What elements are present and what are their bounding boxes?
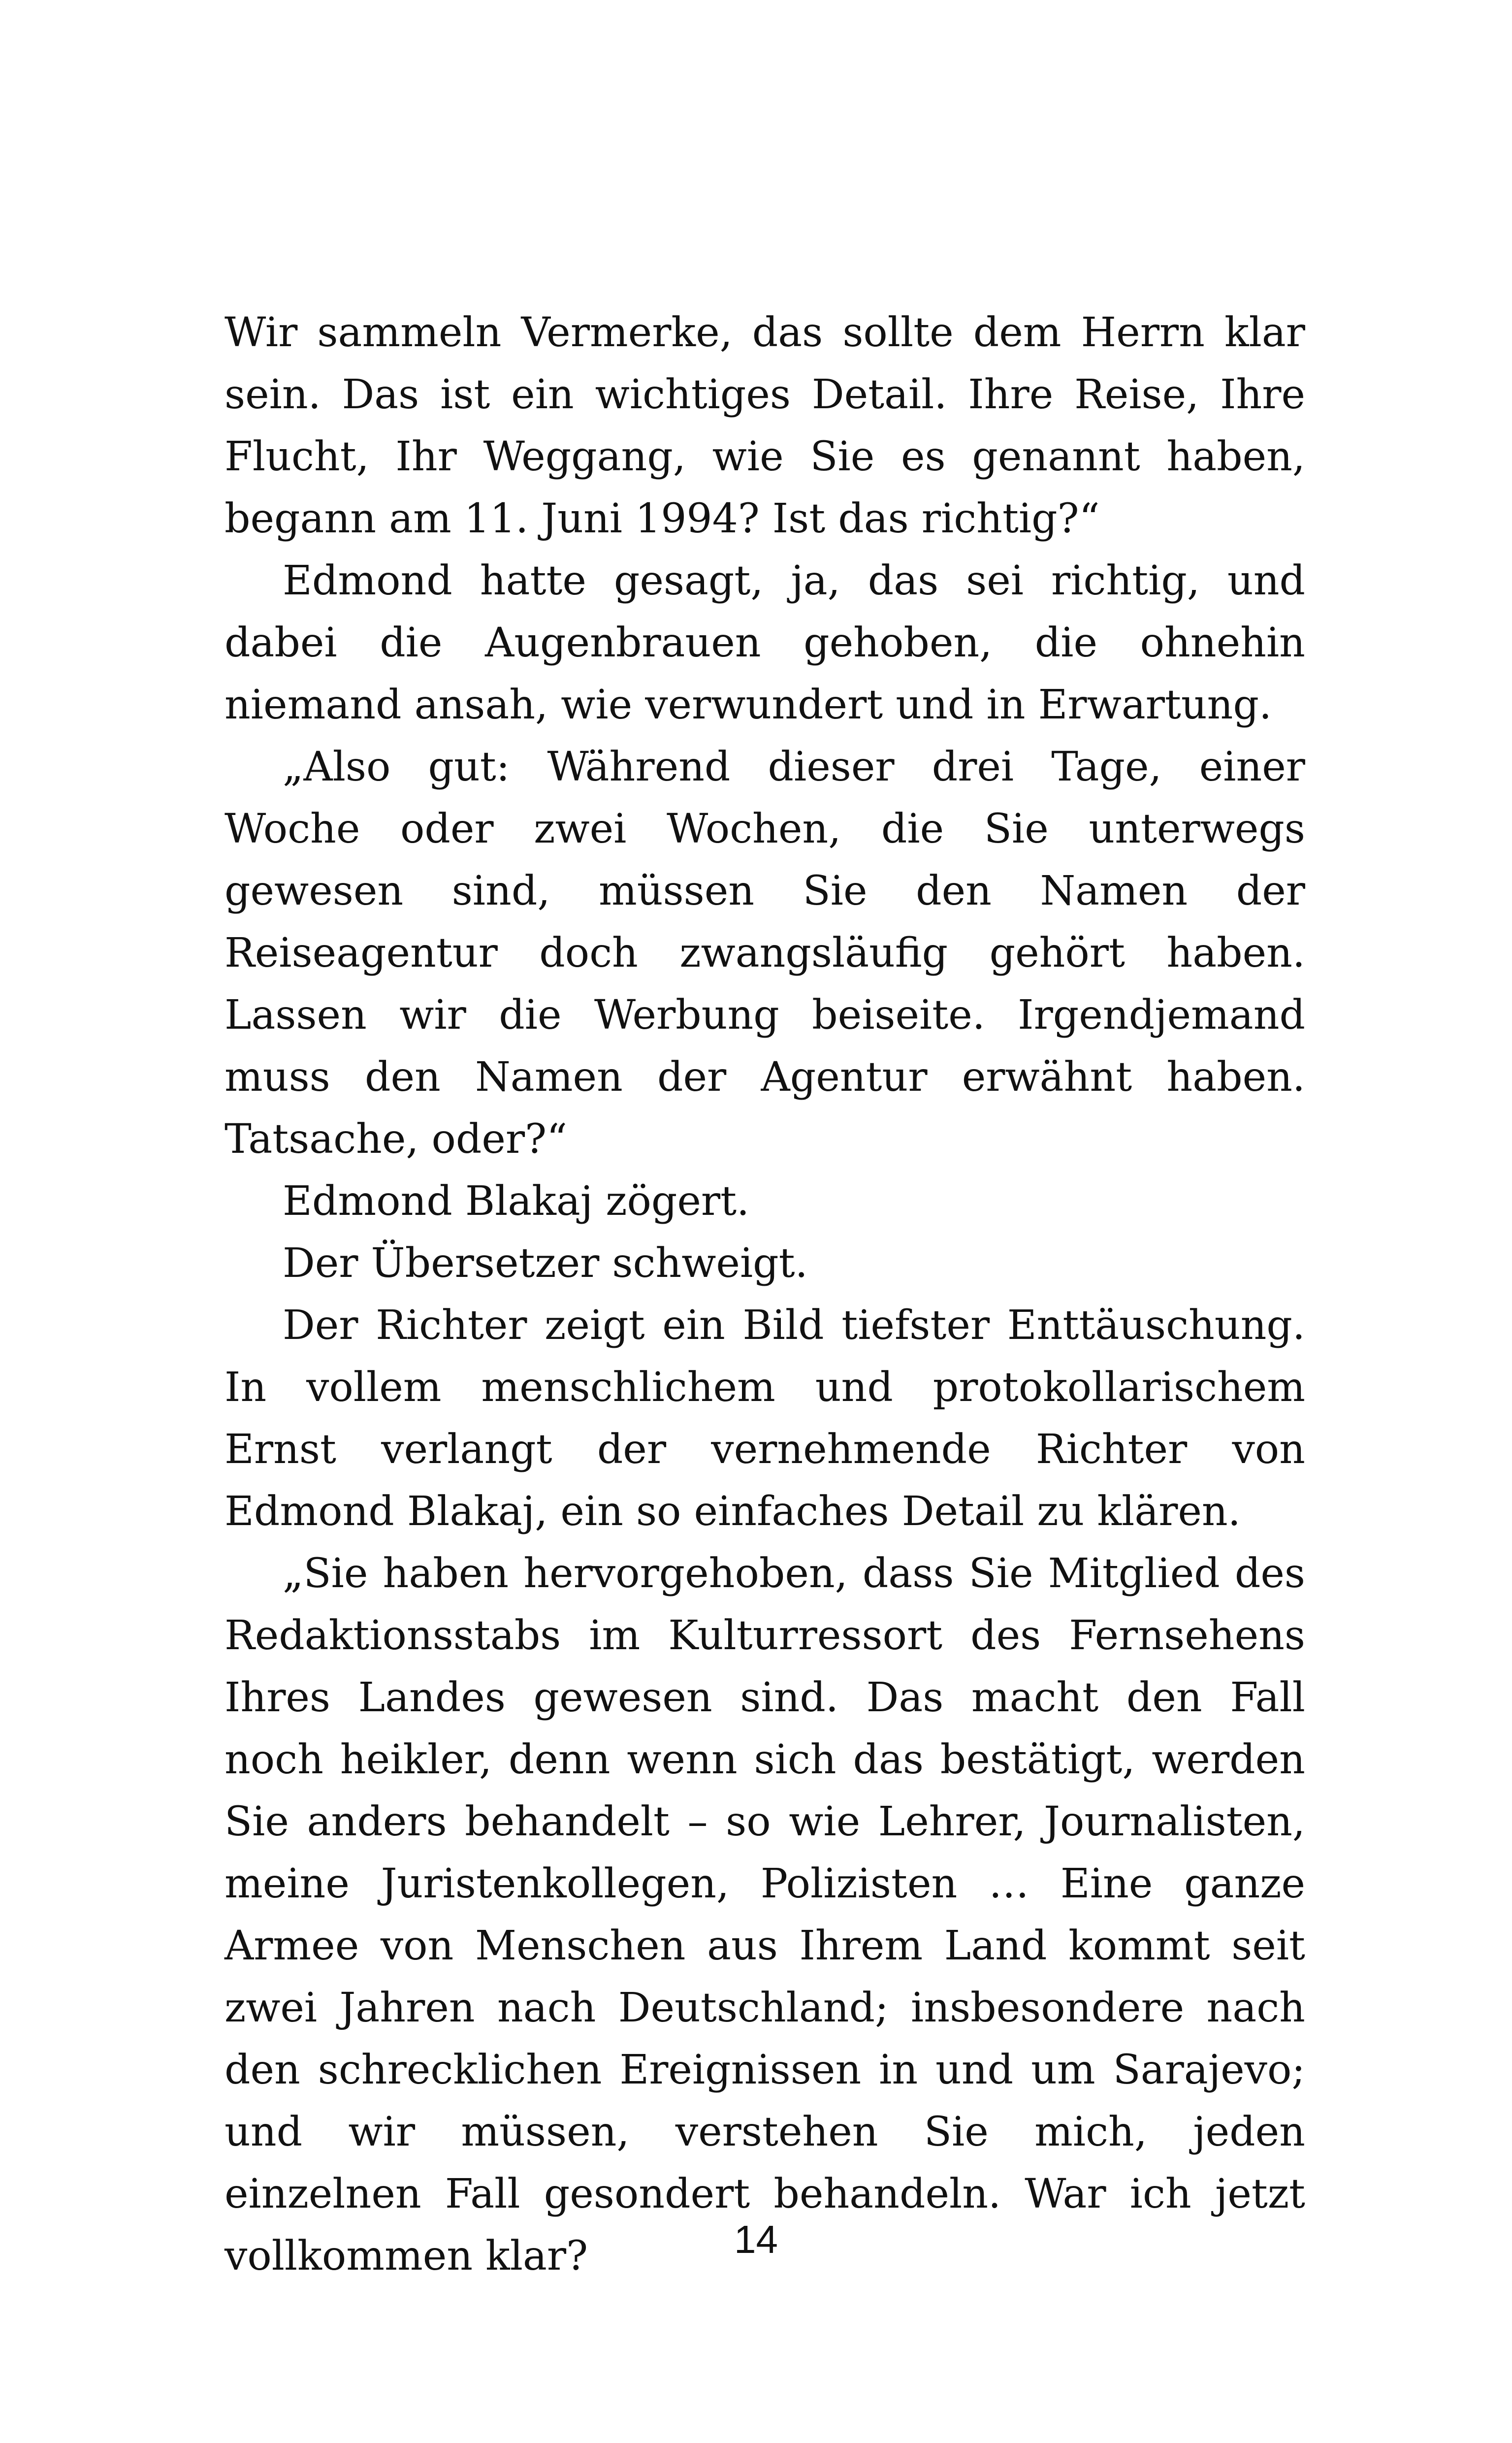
paragraph-4: Edmond Blakaj zögert. — [283, 1178, 750, 1225]
paragraph-7: „Sie haben hervorgehoben, dass Sie Mitglied des Redaktionsstabs im Kulturressort des Fernsehens Ihres Landes gewesen sind. Das macht den Fall noch heikler, denn wenn sich das bestätigt, werden Sie anders behandelt – so wie Lehrer, Journalisten, meine Juristenkollegen, Polizisten … Eine ganze Armee von Menschen aus Ihrem Land kommt seit zwei Jahren nach Deutschland; insbesondere nach den schrecklichen Ereignissen in und um Sarajevo; und wir müssen, verstehen Sie mich, jeden einzelnen Fall gesondert behandeln. War ich jetzt vollkommen klar? — [225, 1550, 1305, 2280]
paragraph-6: Der Richter zeigt ein Bild tiefster Enttäuschung. In vollem menschlichem und protokollarischem Ernst verlangt der vernehmende Richter von Edmond Blakaj, ein so einfaches Detail zu klären. — [225, 1302, 1305, 1535]
paragraph-5: Der Übersetzer schweigt. — [283, 1240, 808, 1287]
paragraph-2: Edmond hatte gesagt, ja, das sei richtig, und dabei die Augenbrauen gehoben, die ohnehin niemand ansah, wie verwundert und in Erwartung. — [225, 557, 1305, 728]
paragraph-1: Wir sammeln Vermerke, das sollte dem Herrn klar sein. Das ist ein wichtiges Detail. Ihre Reise, Ihre Flucht, Ihr Weggang, wie Sie es genannt haben, begann am 11. Juni 1994? Ist das richtig?“ — [225, 309, 1305, 542]
body-text — [225, 302, 1305, 2287]
paragraph-3: „Also gut: Während dieser drei Tage, einer Woche oder zwei Wochen, die Sie unterwegs gewesen sind, müssen Sie den Namen der Reiseagentur doch zwangsläufig gehört haben. Lassen wir die Werbung beiseite. Irgendjemand muss den Namen der Agentur erwähnt haben. Tatsache, oder?“ — [225, 744, 1305, 1163]
page-number: 14 — [734, 2217, 778, 2261]
